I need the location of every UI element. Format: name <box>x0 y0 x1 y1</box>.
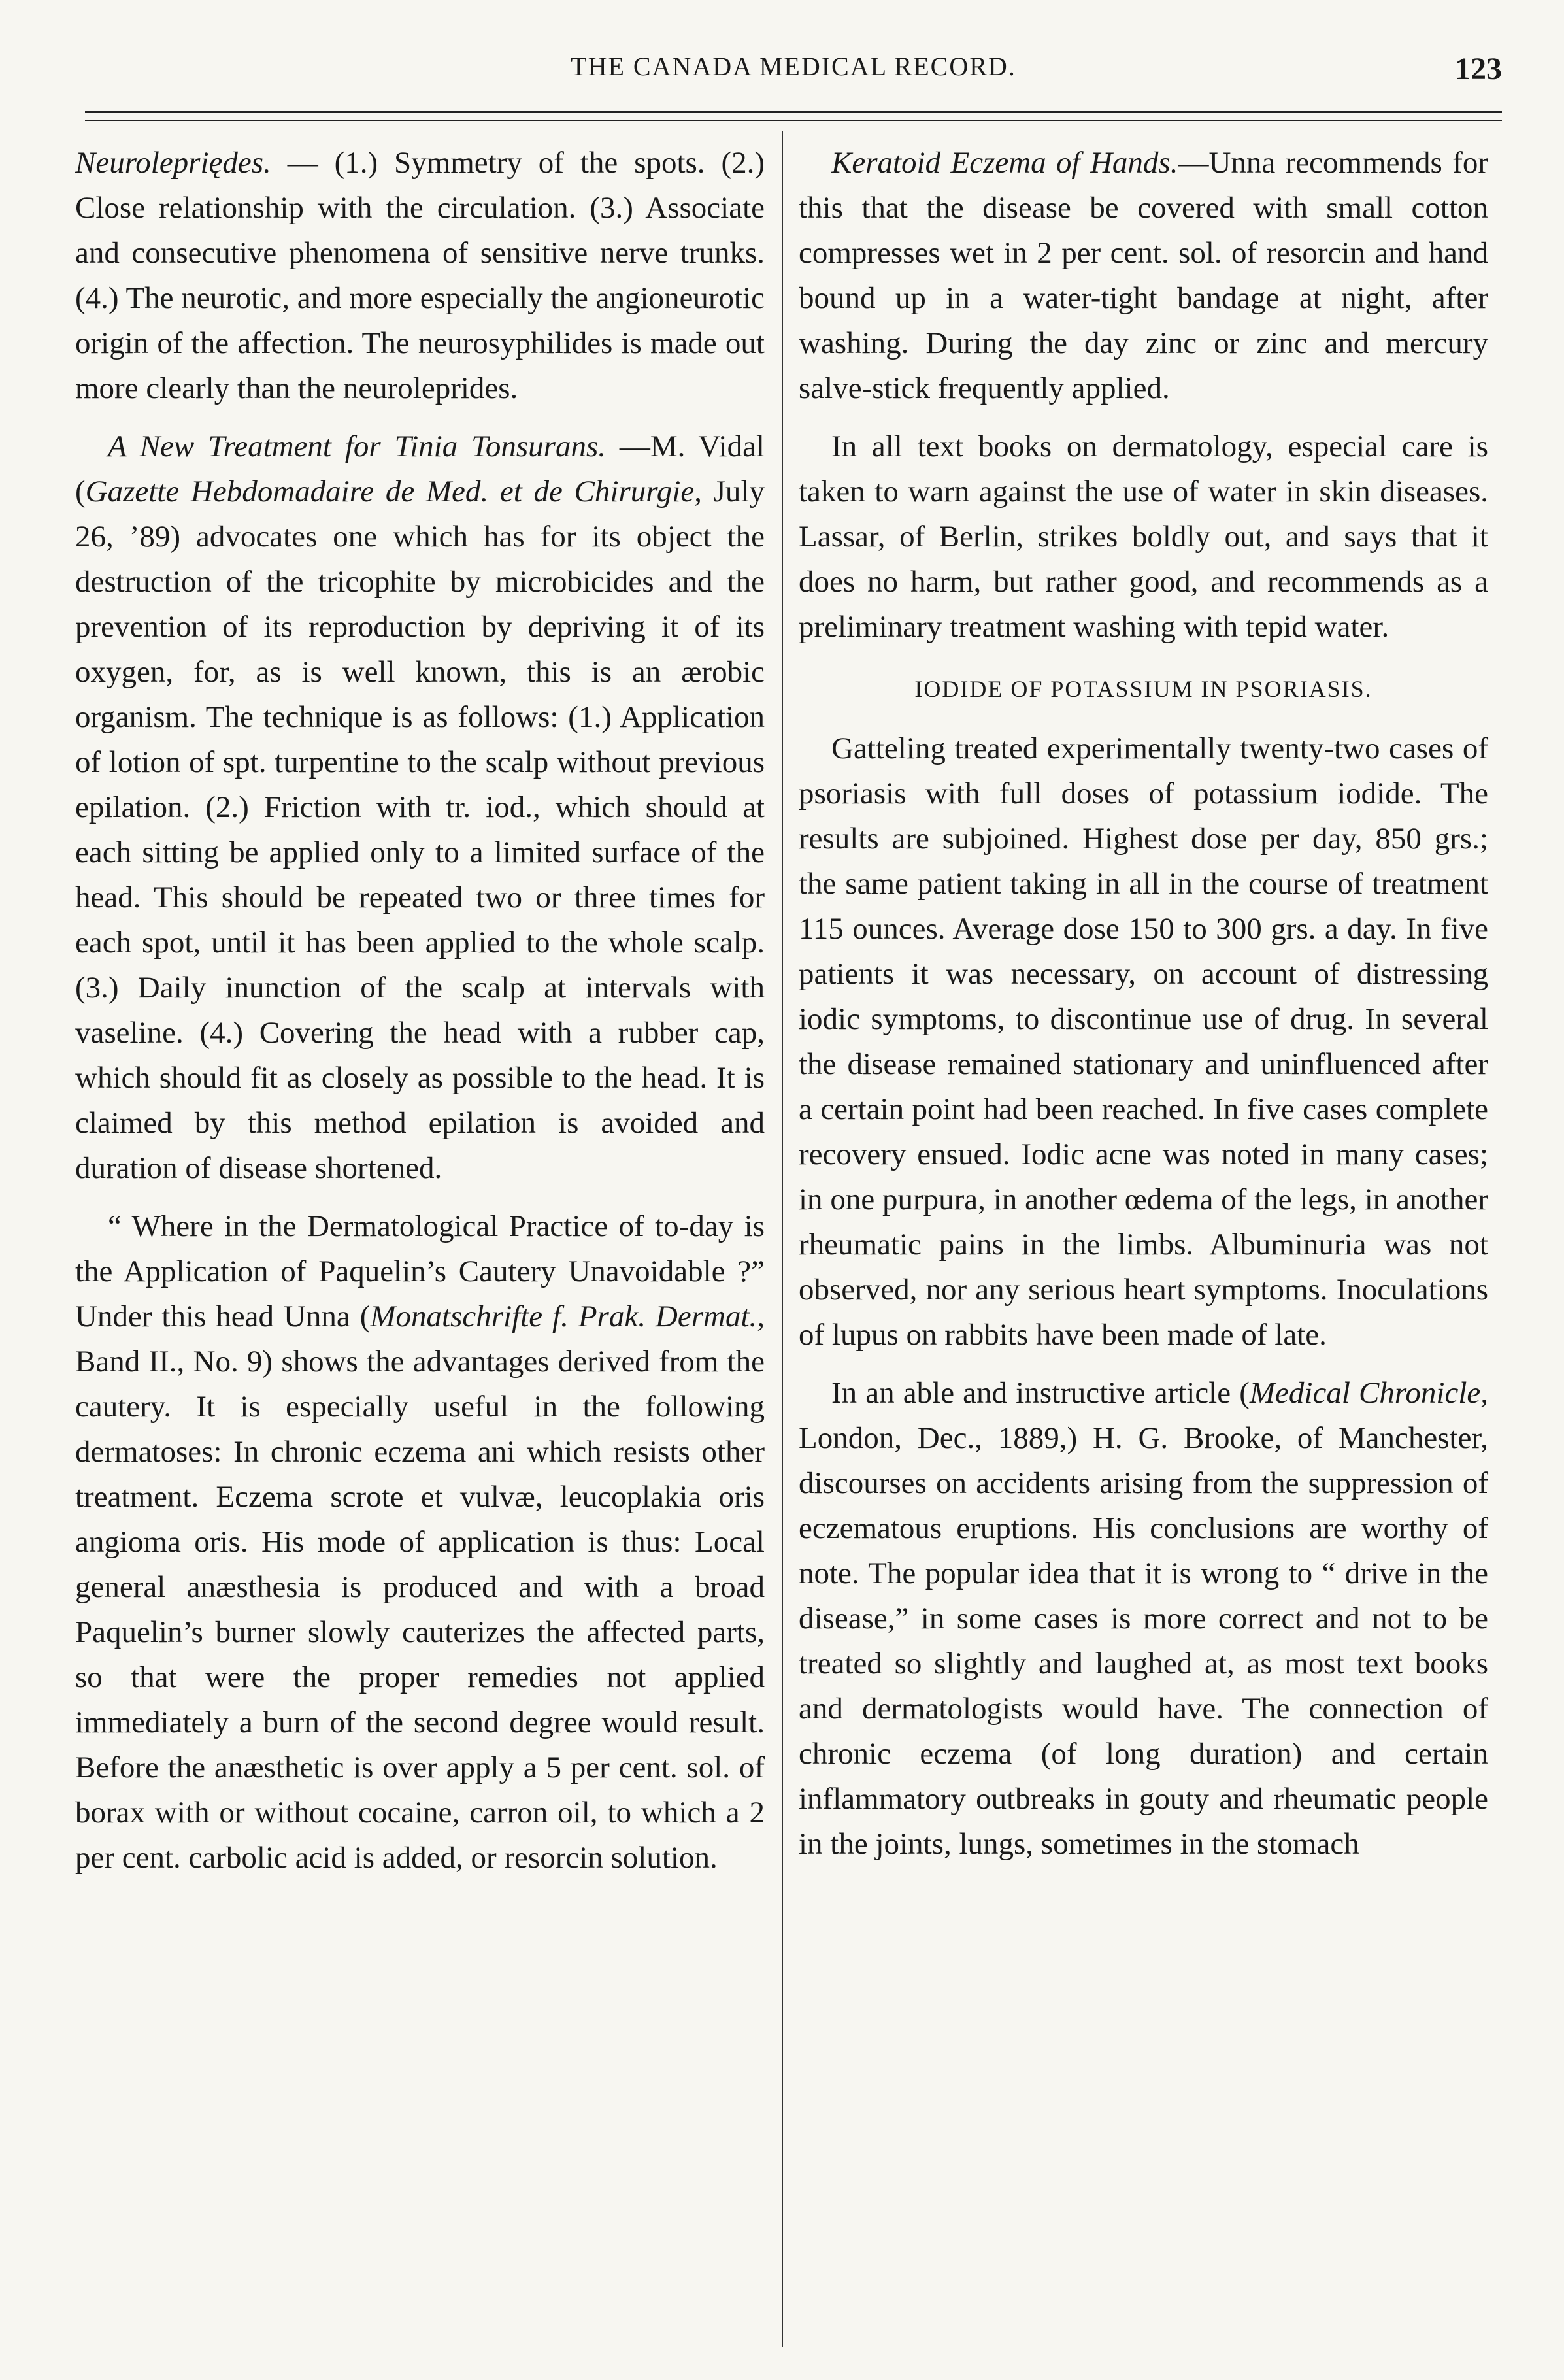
paragraph-intro: In an able and instructive article ( <box>831 1376 1250 1410</box>
paragraph-title: Keratoid Eczema of Hands. <box>831 146 1178 180</box>
paragraph-title: A New Treatment for Tinia Tonsurans. <box>108 429 606 463</box>
paragraph-intro: —M. Vidal ( <box>75 429 765 509</box>
paragraph-text: In all text books on dermatology, especial care is taken to warn against the use of water in skin diseases. Lassar, of Berlin, strikes boldly out, and says that it does no harm, but rather good, and recommends as a preliminary treatment washing with tepid water. <box>799 429 1488 644</box>
paragraph-text: — (1.) Symmetry of the spots. (2.) Close relationship with the circulation. (3.) Associate and consecutive phenomena of sensitive nerve trunks. (4.) The neurotic, and more especially the angioneurotic origin of the affection. The neurosyphilides is made out more clearly than the neuroleprides. <box>75 146 765 405</box>
paragraph-neuroleprides <box>75 141 765 411</box>
paragraph-paquelin-cautery <box>75 1204 765 1881</box>
right-column <box>799 141 1488 1869</box>
paragraph-psoriasis <box>799 726 1488 1358</box>
citation-source: Gazette Hebdomadaire de Med. et de Chirurgie, <box>85 475 702 509</box>
paragraph-suppression-eczema <box>799 1371 1488 1867</box>
paragraph-keratoid-eczema <box>799 141 1488 411</box>
header-rule <box>85 111 1502 113</box>
header-rule-thin <box>85 120 1502 121</box>
paragraph-tinia-tonsurans <box>75 424 765 1191</box>
paragraph-text: Gatteling treated experimentally twenty-two cases of psoriasis with full doses of potassium iodide. The results are subjoined. Highest dose per day, 850 grs.; the same patient taking in all in the course of treatment 115 ounces. Average dose 150 to 300 grs. a day. In five patients it was necessary, on account of distressing iodic symptoms, to discontinue use of drug. In several the disease remained stationary and uninfluenced after a certain point had been reached. In five cases complete recovery ensued. Iodic acne was noted in many cases; in one purpura, in another œdema of the legs, in another rheumatic pains in the limbs. Albuminuria was not observed, nor any serious heart symptoms. Inoculations of lupus on rabbits have been made of late. <box>799 731 1488 1352</box>
paragraph-intro: “ Where in the Dermatological Practice of to-day is the Application of Paquelin’s Cautery Unavoidable ?” Under this head Unna ( <box>75 1209 765 1333</box>
citation-source: Monatschrifte f. Prak. Dermat., <box>370 1299 765 1333</box>
paragraph-text: July 26, ’89) advocates one which has for its object the destruction of the tricophite by microbicides and the prevention of its reproduction by depriving it of its oxygen, for, as is well known, this is an ærobic organism. The technique is as follows: (1.) Application of lotion of spt. turpentine to the scalp without previous epilation. (2.) Friction with tr. iod., which should at each sitting be applied only to a limited surface of the head. This should be repeated two or three times for each spot, until it has been applied to the whole scalp. (3.) Daily inunction of the scalp at intervals with vaseline. (4.) Covering the head with a rubber cap, which should fit as closely as possible to the head. It is claimed by this method epilation is avoided and duration of disease shortened. <box>75 475 765 1185</box>
running-head <box>85 51 1502 97</box>
page-number: 123 <box>1455 52 1502 86</box>
paragraph-text: London, Dec., 1889,) H. G. Brooke, of Manchester, discourses on accidents arising from the suppression of eczematous eruptions. His conclusions are worthy of note. The popular idea that it is wrong to “ drive in the disease,” in some cases is more correct and not to be treated so slightly and laughed at, as most text books and dermatologists would have. The connection of chronic eczema (of long duration) and certain inflammatory outbreaks in gouty and rheumatic people in the joints, lungs, sometimes in the stomach <box>799 1421 1488 1861</box>
column-divider <box>782 131 783 2347</box>
running-title: THE CANADA MEDICAL RECORD. <box>571 52 1016 81</box>
citation-source: Medical Chronicle, <box>1249 1376 1488 1410</box>
paragraph-text: —Unna recommends for this that the disease be covered with small cotton compresses wet in 2 per cent. sol. of resorcin and hand bound up in a water-tight bandage at night, after washing. During the day zinc or zinc and mercury salve-stick frequently applied. <box>799 146 1488 405</box>
paragraph-water-in-skin-diseases <box>799 424 1488 650</box>
section-heading: IODIDE OF POTASSIUM IN PSORIASIS. <box>914 676 1373 702</box>
left-column <box>75 141 765 1883</box>
paragraph-title: Neurolepriędes. <box>75 146 271 180</box>
paragraph-text: Band II., No. 9) shows the advantages derived from the cautery. It is especially useful in the following dermatoses: In chronic eczema ani which resists other treatment. Eczema scrote et vulvæ, leucoplakia oris angioma oris. His mode of application is thus: Local general anæsthesia is produced and with a broad Paquelin’s burner slowly cauterizes the affected parts, so that were the proper remedies not applied immediately a burn of the second degree would result. Before the anæsthetic is over apply a 5 per cent. sol. of borax with or without cocaine, carron oil, to which a 2 per cent. carbolic acid is added, or resorcin solution. <box>75 1345 765 1875</box>
